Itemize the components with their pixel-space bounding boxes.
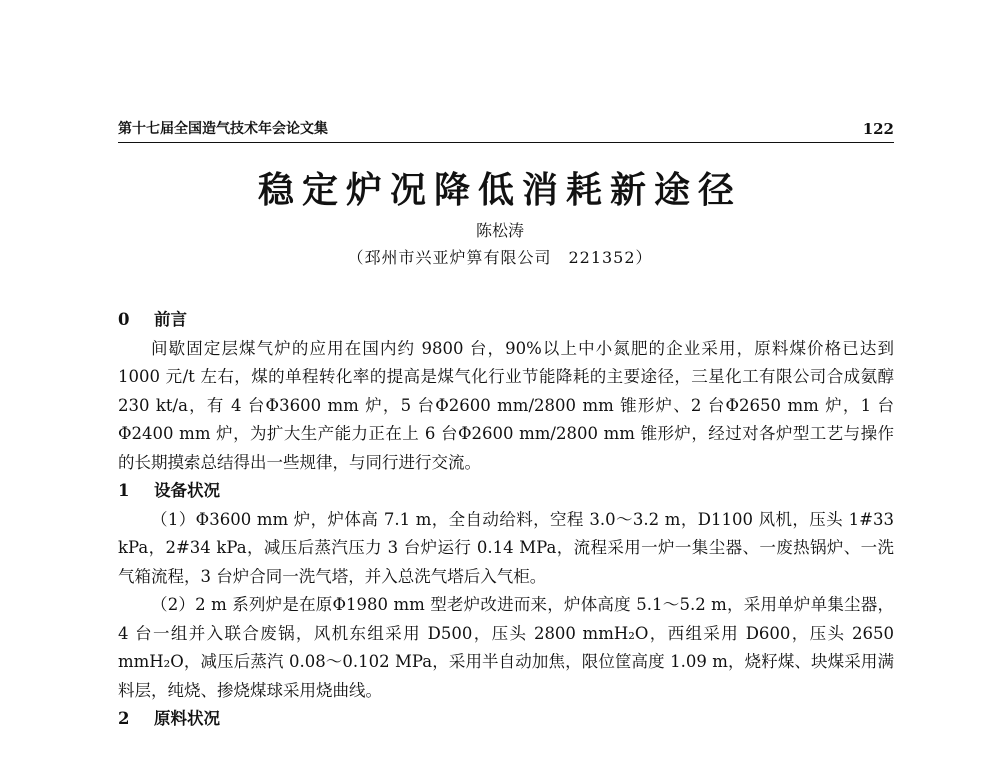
journal-name: 第十七届全国造气技术年会论文集 [118,121,328,137]
paragraph: （2）2 m 系列炉是在原Φ1980 mm 型老炉改进而来，炉体高度 5.1～5.2 m，采用单炉单集尘器，4 台一组并入联合废锅，风机东组采用 D500，压头 2800 mmH₂O，西组采用 D600，压头 2650 mmH₂O，减压后蒸汽 0.08～0.102 MPa，采用半自动加焦，限位筐高度 1.09 m，烧籽煤、块煤采用满料层，纯烧、掺烧煤球采用烧曲线。 [118,595,894,700]
section-title: 前言 [154,310,187,329]
section-title: 设备状况 [154,481,220,500]
section-number: 0 [118,310,130,329]
section-number: 1 [118,481,130,500]
author-name: 陈松涛 [475,221,524,240]
paragraph: 间歇固定层煤气炉的应用在国内约 9800 台，90%以上中小氮肥的企业采用，原料煤价格已达到 1000 元/t 左右，煤的单程转化率的提高是煤气化行业节能降耗的主要途径，三星化工有限公司合成氨醇 230 kt/a，有 4 台Φ3600 mm 炉，5 台Φ2600 mm/2800 mm 锥形炉、2 台Φ2650 mm 炉，1 台Φ2400 mm 炉，为扩大生产能力正在上 6 台Φ2600 mm/2800 mm 锥形炉，经过对各炉型工艺与操作的长期摸索总结得出一些规律，与同行进行交流。 [118,338,894,472]
running-header [118,118,894,143]
paper-title: 稳定炉况降低消耗新途径 [257,170,742,211]
section-heading [118,705,894,734]
section-number: 2 [118,709,130,728]
page-number: 122 [862,120,894,138]
section-heading [118,306,894,335]
author-affiliation: （邳州市兴亚炉箅有限公司 221352） [347,248,653,267]
paper-body [118,306,894,734]
section-heading [118,477,894,506]
paragraph: （1）Φ3600 mm 炉，炉体高 7.1 m，全自动给料，空程 3.0～3.2 m，D1100 风机，压头 1#33 kPa，2#34 kPa，减压后蒸汽压力 3 台炉运行 0.14 MPa，流程采用一炉一集尘器、一废热锅炉、一洗气箱流程，3 台炉合同一洗气塔，并入总洗气塔后入气柜。 [118,509,894,586]
section-title: 原料状况 [154,709,220,728]
